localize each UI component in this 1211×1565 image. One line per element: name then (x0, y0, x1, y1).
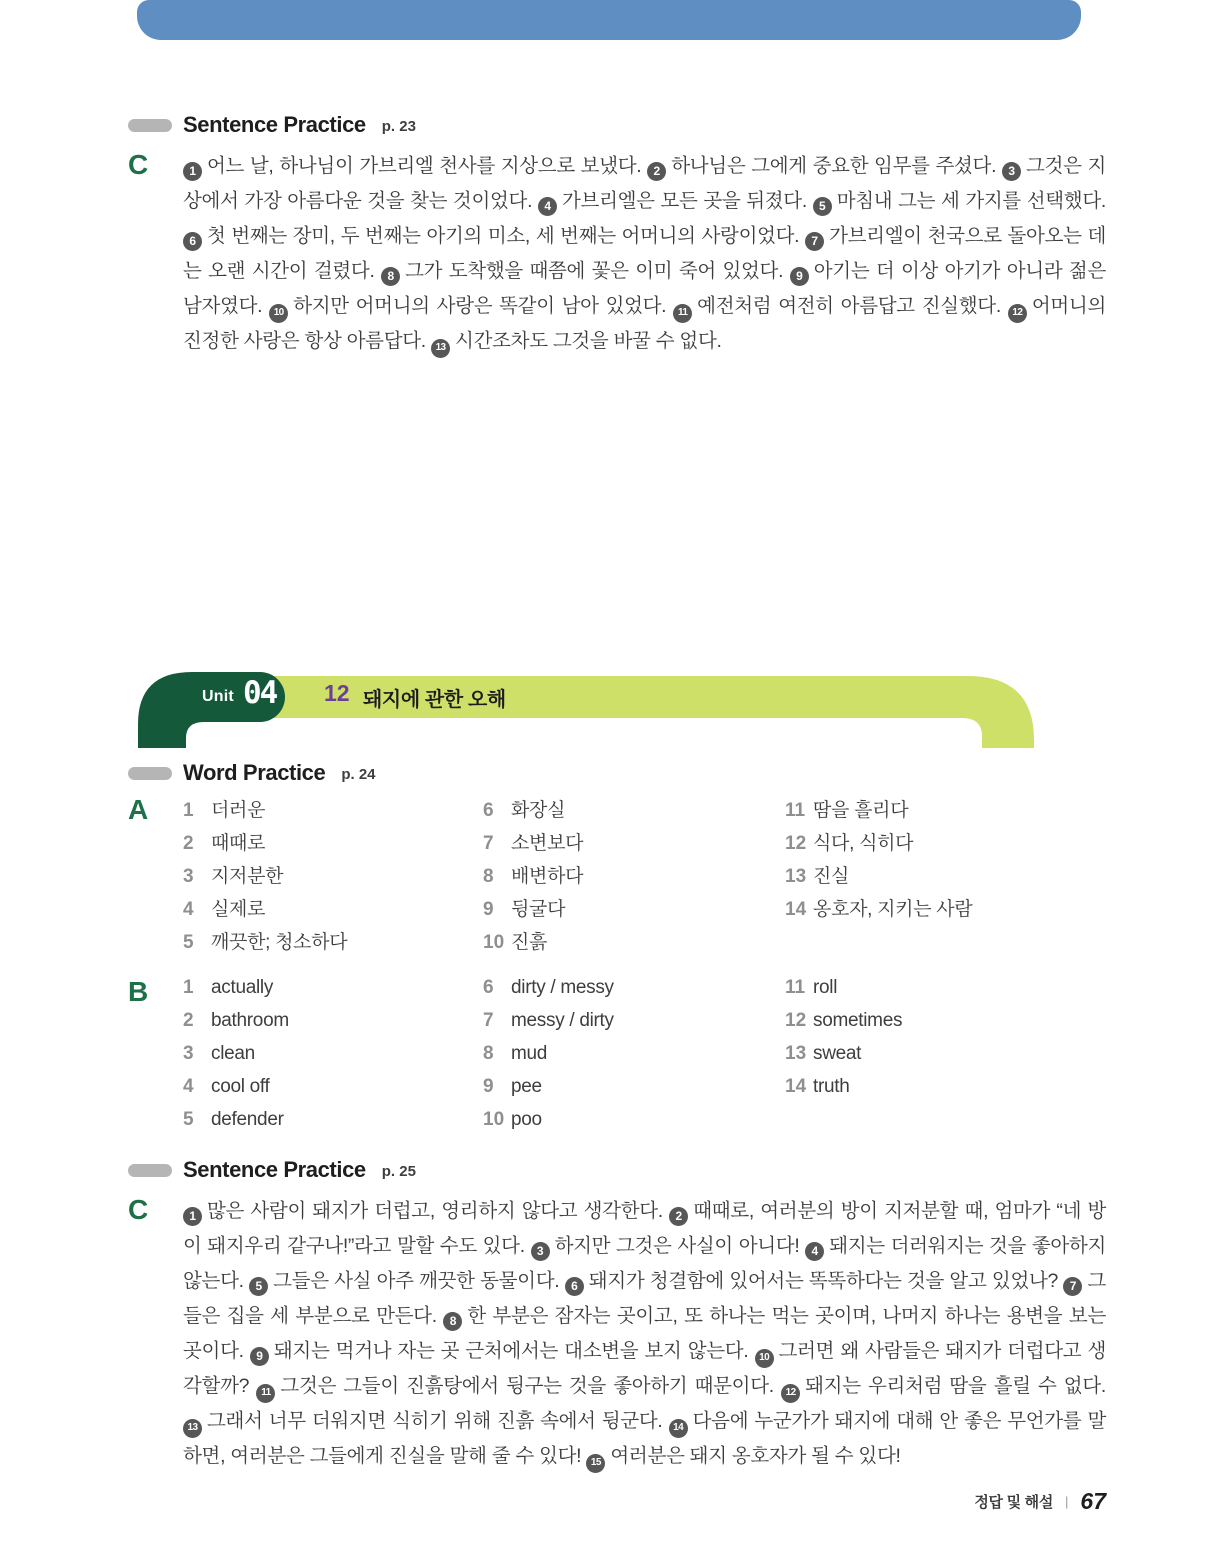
word-text: bathroom (211, 1010, 289, 1031)
sentence (538, 190, 813, 212)
section-header (128, 760, 1106, 786)
word-item (183, 795, 483, 828)
sentence (781, 1375, 1106, 1397)
word-text: 깨끗한; 청소하다 (211, 932, 348, 953)
word-text: cool off (211, 1076, 270, 1097)
word-number: 2 (183, 1010, 194, 1031)
word-number: 11 (785, 977, 806, 998)
word-text: sweat (813, 1043, 862, 1064)
word-number: 8 (483, 866, 494, 887)
word-text: pee (511, 1076, 542, 1097)
sentence-text: 가브리엘이 천국으로 돌아오는 데는 오랜 시간이 걸렸다. (183, 225, 1107, 282)
word-number: 9 (483, 899, 494, 920)
sentence (813, 190, 1106, 212)
word-text: 소변보다 (511, 833, 584, 854)
section-marker-pill (128, 1164, 172, 1177)
sentence (183, 225, 805, 247)
sentence-number-badge: 12 (1008, 304, 1027, 323)
sentence-text: 돼지는 먹거나 자는 곳 근처에서는 대소변을 보지 않는다. (273, 1340, 749, 1362)
sentence-text: 그가 도착했을 때쯤에 꽃은 이미 죽어 있었다. (405, 260, 784, 282)
word-number: 13 (785, 1043, 807, 1064)
word-item (183, 828, 483, 861)
page-footer (128, 1488, 1106, 1515)
word-item (183, 1043, 483, 1076)
part-label-c: C (128, 1194, 149, 1225)
word-item (183, 894, 483, 927)
sentence-text: 그것은 지상에서 가장 아름다운 것을 찾는 것이었다. (183, 155, 1106, 212)
sentence (183, 1200, 669, 1222)
sentence-number-badge: 4 (538, 197, 557, 216)
section-header (128, 1157, 1106, 1183)
translation-paragraph (183, 149, 1106, 359)
word-item (183, 1010, 483, 1043)
sentence-text: 마침내 그는 세 가지를 선택했다. (836, 190, 1106, 212)
word-number: 12 (785, 833, 807, 854)
sentence-text: 그들은 집을 세 부분으로 만든다. (183, 1270, 1107, 1327)
sentence-number-badge: 15 (586, 1454, 605, 1473)
sentence-text: 아기는 더 이상 아기가 아니라 젊은 남자였다. (183, 260, 1106, 317)
word-list-b (183, 977, 1138, 1142)
word-item (483, 861, 785, 894)
word-text: dirty / messy (511, 977, 614, 998)
word-item (183, 861, 483, 894)
top-blue-bar (137, 0, 1081, 40)
word-number: 7 (483, 1010, 494, 1031)
word-text: 진흙 (511, 932, 548, 953)
word-number: 1 (183, 800, 194, 821)
word-item (183, 977, 483, 1010)
word-column (183, 977, 483, 1142)
sentence-text: 때때로, 여러분의 방이 지저분할 때, 엄마가 “네 방이 돼지우리 같구나!”라고 말할 수도 있다. (183, 1200, 1106, 1257)
sentence (586, 1445, 900, 1467)
sentence-text: 예전처럼 여전히 아름답고 진실했다. (697, 295, 1001, 317)
page-reference: p. 25 (381, 1163, 416, 1180)
sentence (531, 1235, 806, 1257)
sentence-number-badge: 11 (673, 304, 692, 323)
sentence (673, 295, 1008, 317)
word-text: clean (211, 1043, 255, 1064)
sentence-number-badge: 11 (256, 1384, 275, 1403)
sentence-text: 그들은 사실 아주 깨끗한 동물이다. (273, 1270, 560, 1292)
word-number: 2 (183, 833, 194, 854)
word-item (183, 1109, 483, 1142)
word-column (183, 795, 483, 960)
answer-block (128, 149, 1106, 359)
sentence-number-badge: 7 (805, 232, 824, 251)
sentence-number-badge: 5 (249, 1277, 268, 1296)
word-number: 11 (785, 800, 806, 821)
word-text: 뒹굴다 (511, 899, 566, 920)
word-number: 10 (483, 932, 505, 953)
word-item (483, 1043, 785, 1076)
word-text: 진실 (813, 866, 850, 887)
lesson-number: 12 (324, 680, 350, 706)
word-number: 14 (785, 899, 807, 920)
sentence (565, 1270, 1064, 1292)
word-item (483, 894, 785, 927)
word-column (483, 795, 785, 960)
section-marker-pill (128, 767, 172, 780)
word-text: sometimes (813, 1010, 903, 1031)
sentence-number-badge: 3 (1002, 162, 1021, 181)
sentence-text: 한 부분은 잠자는 곳이고, 또 하나는 먹는 곳이며, 나머지 하나는 용변을 보는 곳이다. (183, 1305, 1106, 1362)
word-text: 때때로 (211, 833, 266, 854)
sentence-number-badge: 13 (183, 1419, 202, 1438)
sentence-number-badge: 2 (669, 1207, 688, 1226)
word-text: defender (211, 1109, 284, 1130)
sentence (431, 330, 722, 352)
section-title: Sentence Practice (183, 112, 366, 137)
part-label-a: A (128, 794, 149, 825)
unit-label: Unit (202, 688, 234, 705)
unit-banner (130, 666, 1042, 750)
section-marker-pill (128, 119, 172, 132)
word-item (483, 1010, 785, 1043)
sentence (183, 155, 647, 177)
page-number: 67 (1080, 1488, 1106, 1514)
part-label-c: C (128, 149, 149, 180)
word-number: 1 (183, 977, 194, 998)
word-text: 지저분한 (211, 866, 284, 887)
sentence-text: 하지만 어머니의 사랑은 똑같이 남아 있었다. (293, 295, 667, 317)
word-text: 배변하다 (511, 866, 584, 887)
word-column (483, 977, 785, 1142)
sentence (269, 295, 673, 317)
sentence (256, 1375, 781, 1397)
word-text: actually (211, 977, 274, 998)
sentence-text: 하나님은 그에게 중요한 임무를 주셨다. (671, 155, 997, 177)
word-number: 3 (183, 1043, 194, 1064)
word-item (483, 1109, 785, 1142)
word-number: 14 (785, 1076, 807, 1097)
page-reference: p. 23 (381, 118, 416, 135)
sentence-number-badge: 2 (647, 162, 666, 181)
sentence-text: 시간조차도 그것을 바꿀 수 없다. (455, 330, 722, 352)
section-header (128, 112, 1106, 138)
sentence (250, 1340, 755, 1362)
word-item (483, 795, 785, 828)
section-title: Sentence Practice (183, 1157, 366, 1182)
sentence-text: 그러면 왜 사람들은 돼지가 더럽다고 생각할까? (183, 1340, 1106, 1397)
unit-number: 04 (243, 675, 277, 711)
lesson-title: 돼지에 관한 오해 (363, 689, 506, 711)
section-title: Word Practice (183, 760, 326, 785)
word-number: 12 (785, 1010, 807, 1031)
sentence-text: 돼지는 더러워지는 것을 좋아하지 않는다. (183, 1235, 1106, 1292)
sentence-number-badge: 4 (805, 1242, 824, 1261)
footer-separator: | (1065, 1494, 1069, 1509)
sentence-number-badge: 8 (443, 1312, 462, 1331)
sentence-text: 다음에 누군가가 돼지에 대해 안 좋은 무언가를 말하면, 여러분은 그들에게 진실을 말해 줄 수 있다! (183, 1410, 1106, 1467)
sentence-number-badge: 9 (790, 267, 809, 286)
word-number: 4 (183, 1076, 194, 1097)
sentence-number-badge: 12 (781, 1384, 800, 1403)
word-number: 6 (483, 800, 494, 821)
word-number: 7 (483, 833, 494, 854)
sentence-practice-2-section (128, 1157, 1106, 1474)
word-text: 땀을 흘리다 (813, 800, 909, 821)
sentence-text: 어머니의 진정한 사랑은 항상 아름답다. (183, 295, 1106, 352)
word-text: 더러운 (211, 800, 266, 821)
sentence-number-badge: 3 (531, 1242, 550, 1261)
word-number: 9 (483, 1076, 494, 1097)
word-number: 8 (483, 1043, 494, 1064)
sentence-number-badge: 5 (813, 197, 832, 216)
sentence-text: 가브리엘은 모든 곳을 뒤졌다. (562, 190, 807, 212)
word-number: 5 (183, 932, 194, 953)
answer-block (128, 1194, 1106, 1474)
word-item (483, 828, 785, 861)
word-practice-a (128, 795, 1138, 960)
word-item (483, 1076, 785, 1109)
footer-label: 정답 및 해설 (974, 1494, 1054, 1511)
sentence-number-badge: 6 (565, 1277, 584, 1296)
sentence-number-badge: 6 (183, 232, 202, 251)
word-column (785, 977, 1115, 1142)
word-item (785, 1010, 1115, 1043)
sentence-number-badge: 7 (1063, 1277, 1082, 1296)
word-item (183, 927, 483, 960)
word-item (785, 795, 1115, 828)
word-text: 실제로 (211, 899, 266, 920)
word-text: poo (511, 1109, 542, 1130)
word-text: mud (511, 1043, 548, 1064)
sentence-number-badge: 10 (755, 1349, 774, 1368)
part-label-b: B (128, 976, 149, 1007)
word-number: 6 (483, 977, 494, 998)
sentence-text: 여러분은 돼지 옹호자가 될 수 있다! (610, 1445, 901, 1467)
translation-paragraph (183, 1194, 1106, 1474)
word-text: truth (813, 1076, 850, 1097)
word-number: 5 (183, 1109, 194, 1130)
word-list-a (183, 795, 1138, 960)
word-item (483, 927, 785, 960)
sentence-text: 그것은 그들이 진흙탕에서 뒹구는 것을 좋아하기 때문이다. (280, 1375, 774, 1397)
word-text: roll (813, 977, 838, 998)
word-item (483, 977, 785, 1010)
sentence-practice-1-section (128, 112, 1106, 359)
page-reference: p. 24 (341, 766, 376, 783)
word-item (785, 828, 1115, 861)
sentence (647, 155, 1002, 177)
sentence-text: 첫 번째는 장미, 두 번째는 아기의 미소, 세 번째는 어머니의 사랑이었다. (207, 225, 800, 247)
word-item (785, 1076, 1115, 1109)
word-column (785, 795, 1115, 960)
word-text: 식다, 식히다 (813, 833, 914, 854)
sentence-text: 그래서 너무 더워지면 식히기 위해 진흙 속에서 뒹군다. (207, 1410, 663, 1432)
sentence-number-badge: 1 (183, 1207, 202, 1226)
sentence-number-badge: 1 (183, 162, 202, 181)
sentence-number-badge: 8 (381, 267, 400, 286)
word-item (785, 894, 1115, 927)
word-practice-section (128, 760, 1106, 786)
word-practice-b (128, 977, 1138, 1142)
word-text: 옹호자, 지키는 사람 (813, 899, 973, 920)
word-number: 4 (183, 899, 194, 920)
word-text: 화장실 (511, 800, 566, 821)
word-item (785, 977, 1115, 1010)
sentence-number-badge: 13 (431, 339, 450, 358)
sentence-text: 어느 날, 하나님이 가브리엘 천사를 지상으로 보냈다. (207, 155, 642, 177)
word-number: 13 (785, 866, 807, 887)
sentence (249, 1270, 565, 1292)
word-item (183, 1076, 483, 1109)
sentence-text: 돼지는 우리처럼 땀을 흘릴 수 없다. (805, 1375, 1106, 1397)
sentence (381, 260, 790, 282)
sentence-text: 많은 사람이 돼지가 더럽고, 영리하지 않다고 생각한다. (207, 1200, 663, 1222)
word-item (785, 1043, 1115, 1076)
sentence-number-badge: 10 (269, 304, 288, 323)
word-text: messy / dirty (511, 1010, 614, 1031)
sentence-number-badge: 14 (669, 1419, 688, 1438)
word-number: 3 (183, 866, 194, 887)
sentence-text: 돼지가 청결함에 있어서는 똑똑하다는 것을 알고 있었나? (588, 1270, 1059, 1292)
word-item (785, 861, 1115, 894)
word-number: 10 (483, 1109, 505, 1130)
sentence (183, 1410, 669, 1432)
sentence-number-badge: 9 (250, 1347, 269, 1366)
sentence-text: 하지만 그것은 사실이 아니다! (554, 1235, 800, 1257)
